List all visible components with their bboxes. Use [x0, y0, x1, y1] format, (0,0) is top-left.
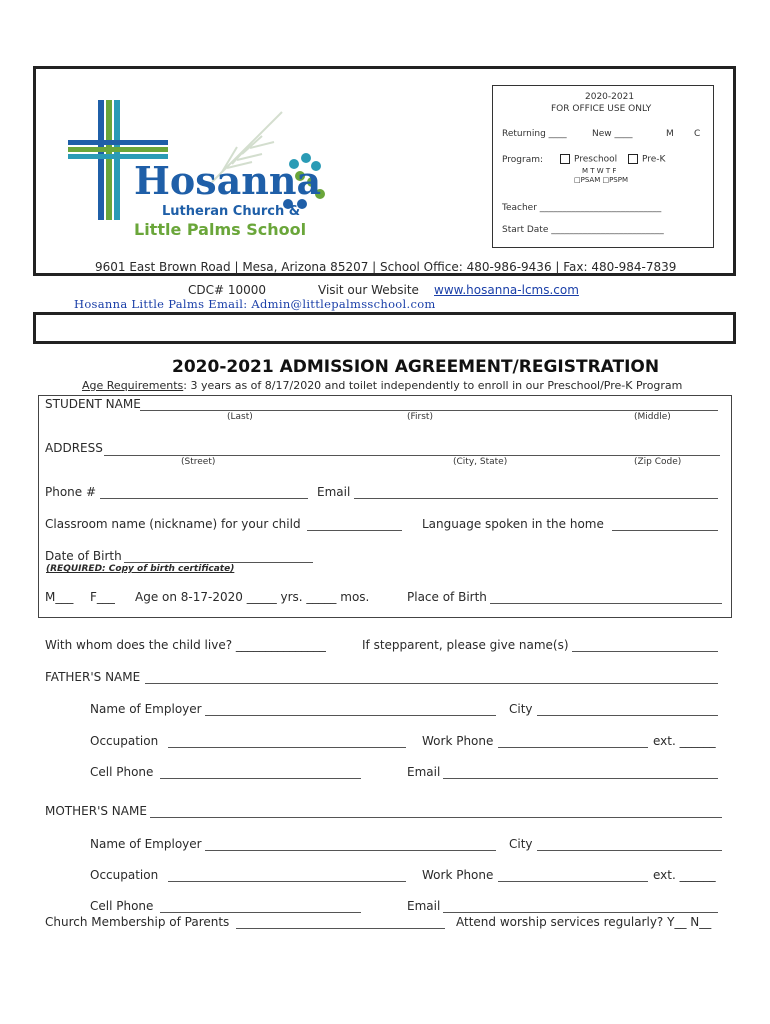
prek-label: Pre-K — [642, 154, 666, 165]
student-name-field[interactable] — [140, 410, 718, 411]
father-work-phone-field[interactable] — [498, 747, 648, 748]
logo-school: Little Palms School — [134, 220, 307, 239]
stepparent-label: If stepparent, please give name(s) — [362, 638, 569, 652]
dob-field[interactable] — [124, 562, 313, 563]
father-email-field[interactable] — [443, 778, 718, 779]
age-on-field[interactable]: Age on 8-17-2020 _____ yrs. _____ mos. — [135, 590, 370, 604]
mother-work-phone-field[interactable] — [498, 881, 648, 882]
school-address: 9601 East Brown Road | Mesa, Arizona 85207 | School Office: 480-986-9436 | Fax: 480-984-7839 — [95, 260, 677, 274]
age-req-text: : 3 years as of 8/17/2020 and toilet independently to enroll in our Preschool/Pre-K Program — [183, 379, 683, 392]
mother-employer-label: Name of Employer — [90, 837, 202, 851]
street-caption: (Street) — [181, 457, 216, 467]
church-membership-field[interactable] — [236, 928, 445, 929]
mother-cell-label: Cell Phone — [90, 899, 154, 913]
mother-email-label: Email — [407, 899, 441, 913]
office-m: M — [666, 129, 674, 139]
language-label: Language spoken in the home — [422, 517, 604, 531]
phone-label: Phone # — [45, 485, 97, 499]
language-field[interactable] — [612, 530, 718, 531]
mother-city-field[interactable] — [537, 850, 722, 851]
place-of-birth-label: Place of Birth — [407, 590, 487, 604]
dob-label: Date of Birth — [45, 549, 122, 563]
office-new: New ____ — [592, 129, 633, 139]
stepparent-field[interactable] — [572, 651, 718, 652]
address-label: ADDRESS — [45, 441, 103, 455]
address-field[interactable] — [104, 455, 720, 456]
student-info-box — [38, 395, 732, 618]
father-cell-field[interactable] — [160, 778, 361, 779]
lives-with-field[interactable]: With whom does the child live? _______________ — [45, 638, 326, 652]
phone-field[interactable] — [100, 498, 308, 499]
office-start-date: Start Date _________________________ — [502, 225, 664, 235]
father-occupation-label: Occupation — [90, 734, 159, 748]
classroom-name-field[interactable] — [307, 530, 402, 531]
female-field[interactable]: F___ — [90, 590, 115, 604]
male-field[interactable]: M___ — [45, 590, 74, 604]
father-work-phone-label: Work Phone — [422, 734, 494, 748]
mother-work-phone-label: Work Phone — [422, 868, 494, 882]
mother-ext-field[interactable]: ext. ______ — [653, 868, 716, 882]
father-email-label: Email — [407, 765, 441, 779]
preschool-label: Preschool — [574, 154, 618, 165]
mothers-name-label: MOTHER'S NAME — [45, 804, 147, 818]
church-membership-label: Church Membership of Parents — [45, 915, 230, 929]
place-of-birth-field[interactable] — [490, 603, 722, 604]
mother-email-field[interactable] — [443, 912, 718, 913]
father-ext-field[interactable]: ext. ______ — [653, 734, 716, 748]
mothers-name-field[interactable] — [150, 817, 722, 818]
mother-cell-field[interactable] — [160, 912, 361, 913]
mother-employer-field[interactable] — [205, 850, 496, 851]
email-field[interactable] — [354, 498, 718, 499]
father-employer-label: Name of Employer — [90, 702, 202, 716]
last-caption: (Last) — [227, 412, 253, 422]
middle-caption: (Middle) — [634, 412, 671, 422]
email-line: Hosanna Little Palms Email: Admin@littlepalmsschool.com — [74, 297, 436, 311]
prek-checkbox[interactable] — [628, 154, 665, 165]
website-link[interactable]: www.hosanna-lcms.com — [434, 283, 579, 297]
father-city-field[interactable] — [537, 715, 718, 716]
office-teacher: Teacher ___________________________ — [502, 203, 662, 213]
office-days: M T W T F — [582, 167, 617, 175]
age-req-label: Age Requirements — [82, 379, 184, 392]
student-name-label: STUDENT NAME — [45, 397, 141, 411]
father-employer-field[interactable] — [205, 715, 496, 716]
preschool-checkbox[interactable] — [560, 154, 617, 165]
classroom-name-label: Classroom name (nickname) for your child — [45, 517, 301, 531]
father-occupation-field[interactable] — [168, 747, 406, 748]
form-title: 2020-2021 ADMISSION AGREEMENT/REGISTRATION — [172, 357, 660, 377]
mother-occupation-label: Occupation — [90, 868, 159, 882]
fathers-name-field[interactable] — [145, 683, 718, 684]
office-program-label: Program: — [502, 155, 544, 165]
fathers-name-label: FATHER'S NAME — [45, 670, 141, 684]
school-logo — [62, 92, 342, 242]
father-cell-label: Cell Phone — [90, 765, 154, 779]
office-c: C — [694, 129, 701, 139]
email-label: Email — [317, 485, 351, 499]
zip-caption: (Zip Code) — [634, 457, 682, 467]
logo-church: Lutheran Church & — [162, 204, 301, 219]
attend-worship-field[interactable]: Attend worship services regularly? Y__ N__ — [456, 915, 712, 929]
logo-hosanna: Hosanna — [134, 158, 322, 203]
mother-occupation-field[interactable] — [168, 881, 406, 882]
blank-banner — [33, 312, 736, 344]
office-sessions: □PSAM □PSPM — [574, 176, 629, 184]
checkbox-icon — [560, 154, 570, 164]
first-caption: (First) — [407, 412, 433, 422]
city-state-caption: (City, State) — [453, 457, 508, 467]
age-requirements — [82, 379, 682, 392]
office-returning: Returning ____ — [502, 129, 567, 139]
office-year: 2020-2021 — [585, 92, 635, 102]
visit-website-label: Visit our Website — [318, 283, 419, 297]
mother-city-label: City — [509, 837, 533, 851]
father-city-label: City — [509, 702, 533, 716]
cdc-number: CDC# 10000 — [188, 283, 267, 297]
checkbox-icon — [628, 154, 638, 164]
dob-required: (REQUIRED: Copy of birth certificate) — [46, 564, 235, 574]
office-heading: FOR OFFICE USE ONLY — [551, 104, 652, 114]
